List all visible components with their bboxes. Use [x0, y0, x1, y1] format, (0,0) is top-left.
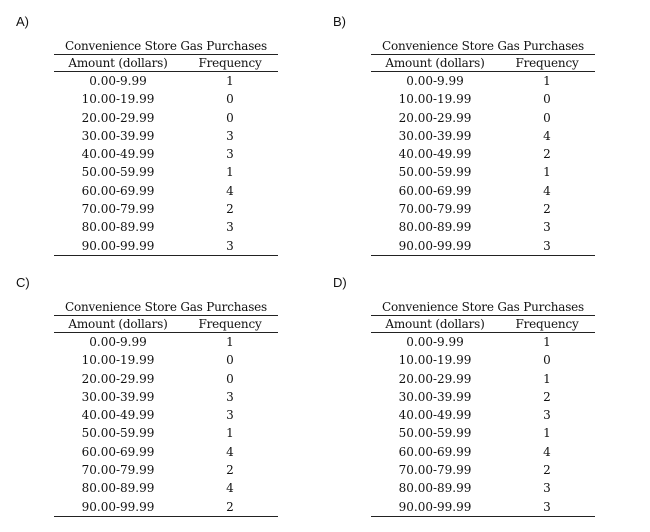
frequency-table-block [371, 38, 595, 256]
amount-cell: 60.00-69.99 [81, 444, 155, 459]
amount-cell: 30.00-39.99 [81, 128, 155, 143]
table-row [54, 218, 278, 236]
frequency-cell: 3 [226, 238, 234, 253]
table-row [54, 90, 278, 108]
table-row [54, 333, 278, 352]
frequency-cell: 4 [226, 481, 234, 496]
frequency-cell: 0 [543, 92, 551, 107]
amount-cell: 0.00-9.99 [406, 335, 464, 349]
amount-cell: 60.00-69.99 [81, 183, 155, 198]
amount-cell: 20.00-29.99 [398, 110, 472, 125]
table-header-row [54, 316, 278, 333]
table-row [371, 461, 595, 479]
amount-cell: 70.00-79.99 [398, 463, 472, 478]
table-header-row [54, 55, 278, 72]
table-row [54, 145, 278, 163]
table-row [54, 370, 278, 388]
frequency-cell: 3 [226, 147, 234, 162]
table-row [54, 424, 278, 442]
amount-cell: 40.00-49.99 [81, 147, 155, 162]
amount-cell: 90.00-99.99 [81, 499, 155, 514]
table-header-row [371, 316, 595, 333]
amount-cell: 30.00-39.99 [398, 389, 472, 404]
table-row [54, 200, 278, 218]
table-row [371, 127, 595, 145]
amount-cell: 10.00-19.99 [81, 92, 155, 107]
frequency-column-header: Frequency [499, 55, 595, 72]
frequency-cell: 3 [226, 220, 234, 235]
amount-cell: 20.00-29.99 [398, 371, 472, 386]
frequency-cell: 1 [226, 426, 234, 441]
amount-cell: 70.00-79.99 [81, 202, 155, 217]
frequency-table-block [54, 38, 278, 256]
option-letter: C) [16, 275, 30, 290]
frequency-cell: 3 [543, 408, 551, 423]
frequency-table [371, 54, 595, 256]
frequency-cell: 3 [543, 238, 551, 253]
table-row [371, 182, 595, 200]
frequency-column-header: Frequency [182, 55, 278, 72]
table-row [371, 443, 595, 461]
frequency-cell: 4 [226, 183, 234, 198]
frequency-cell: 2 [226, 202, 234, 217]
option-letter: B) [333, 14, 346, 29]
frequency-cell: 0 [226, 110, 234, 125]
frequency-cell: 2 [543, 389, 551, 404]
amount-cell: 80.00-89.99 [398, 481, 472, 496]
table-row [371, 388, 595, 406]
amount-cell: 50.00-59.99 [398, 165, 472, 180]
table-row [371, 145, 595, 163]
frequency-cell: 1 [543, 426, 551, 441]
table-row [54, 72, 278, 91]
table-row [54, 388, 278, 406]
table-row [371, 237, 595, 256]
amount-column-header: Amount (dollars) [371, 55, 499, 72]
option-letter: A) [16, 14, 29, 29]
frequency-table [54, 54, 278, 256]
table-row [371, 498, 595, 517]
amount-cell: 20.00-29.99 [81, 110, 155, 125]
frequency-cell: 1 [543, 371, 551, 386]
frequency-cell: 0 [543, 353, 551, 368]
amount-cell: 10.00-19.99 [81, 353, 155, 368]
frequency-cell: 3 [543, 481, 551, 496]
frequency-cell: 0 [543, 110, 551, 125]
table-row [54, 351, 278, 369]
amount-cell: 10.00-19.99 [398, 353, 472, 368]
frequency-cell: 0 [226, 92, 234, 107]
frequency-cell: 4 [226, 444, 234, 459]
amount-column-header: Amount (dollars) [54, 316, 182, 333]
table-row [371, 72, 595, 91]
amount-cell: 0.00-9.99 [89, 335, 147, 349]
frequency-cell: 3 [226, 389, 234, 404]
frequency-table [371, 315, 595, 517]
amount-cell: 20.00-29.99 [81, 371, 155, 386]
table-row [54, 461, 278, 479]
frequency-cell: 0 [226, 353, 234, 368]
table-row [371, 370, 595, 388]
frequency-column-header: Frequency [182, 316, 278, 333]
amount-cell: 0.00-9.99 [406, 74, 464, 88]
frequency-cell: 2 [543, 202, 551, 217]
frequency-cell: 3 [543, 499, 551, 514]
table-title: Convenience Store Gas Purchases [64, 300, 268, 314]
frequency-cell: 1 [226, 335, 234, 349]
table-row [54, 443, 278, 461]
amount-cell: 80.00-89.99 [398, 220, 472, 235]
amount-cell: 30.00-39.99 [81, 389, 155, 404]
table-row [371, 479, 595, 497]
amount-cell: 30.00-39.99 [398, 128, 472, 143]
frequency-cell: 3 [226, 408, 234, 423]
amount-cell: 60.00-69.99 [398, 444, 472, 459]
frequency-cell: 2 [543, 147, 551, 162]
table-row [371, 333, 595, 352]
frequency-cell: 4 [543, 444, 551, 459]
frequency-cell: 2 [226, 499, 234, 514]
table-row [371, 90, 595, 108]
amount-cell: 70.00-79.99 [398, 202, 472, 217]
amount-cell: 50.00-59.99 [81, 165, 155, 180]
frequency-table [54, 315, 278, 517]
amount-column-header: Amount (dollars) [54, 55, 182, 72]
table-title: Convenience Store Gas Purchases [64, 39, 268, 53]
table-row [54, 127, 278, 145]
table-row [54, 406, 278, 424]
amount-cell: 40.00-49.99 [398, 408, 472, 423]
table-row [54, 109, 278, 127]
frequency-cell: 1 [226, 74, 234, 88]
frequency-cell: 1 [226, 165, 234, 180]
amount-cell: 50.00-59.99 [81, 426, 155, 441]
table-header-row [371, 55, 595, 72]
frequency-cell: 1 [543, 165, 551, 180]
amount-cell: 40.00-49.99 [398, 147, 472, 162]
frequency-table-block [54, 299, 278, 517]
frequency-cell: 1 [543, 74, 551, 88]
frequency-cell: 4 [543, 183, 551, 198]
table-row [54, 182, 278, 200]
amount-column-header: Amount (dollars) [371, 316, 499, 333]
table-row [371, 163, 595, 181]
frequency-cell: 3 [543, 220, 551, 235]
amount-cell: 90.00-99.99 [81, 238, 155, 253]
table-row [54, 498, 278, 517]
option-letter: D) [333, 275, 347, 290]
amount-cell: 70.00-79.99 [81, 463, 155, 478]
frequency-column-header: Frequency [499, 316, 595, 333]
table-row [371, 109, 595, 127]
amount-cell: 60.00-69.99 [398, 183, 472, 198]
amount-cell: 90.00-99.99 [398, 499, 472, 514]
table-row [371, 424, 595, 442]
frequency-cell: 1 [543, 335, 551, 349]
frequency-cell: 0 [226, 371, 234, 386]
frequency-cell: 2 [543, 463, 551, 478]
amount-cell: 90.00-99.99 [398, 238, 472, 253]
amount-cell: 80.00-89.99 [81, 220, 155, 235]
amount-cell: 50.00-59.99 [398, 426, 472, 441]
table-row [54, 163, 278, 181]
frequency-table-block [371, 299, 595, 517]
table-row [371, 218, 595, 236]
frequency-cell: 3 [226, 128, 234, 143]
table-row [54, 479, 278, 497]
amount-cell: 0.00-9.99 [89, 74, 147, 88]
amount-cell: 40.00-49.99 [81, 408, 155, 423]
frequency-cell: 4 [543, 128, 551, 143]
table-row [371, 351, 595, 369]
frequency-cell: 2 [226, 463, 234, 478]
amount-cell: 10.00-19.99 [398, 92, 472, 107]
table-row [371, 200, 595, 218]
table-title: Convenience Store Gas Purchases [381, 39, 585, 53]
table-row [54, 237, 278, 256]
table-title: Convenience Store Gas Purchases [381, 300, 585, 314]
table-row [371, 406, 595, 424]
amount-cell: 80.00-89.99 [81, 481, 155, 496]
